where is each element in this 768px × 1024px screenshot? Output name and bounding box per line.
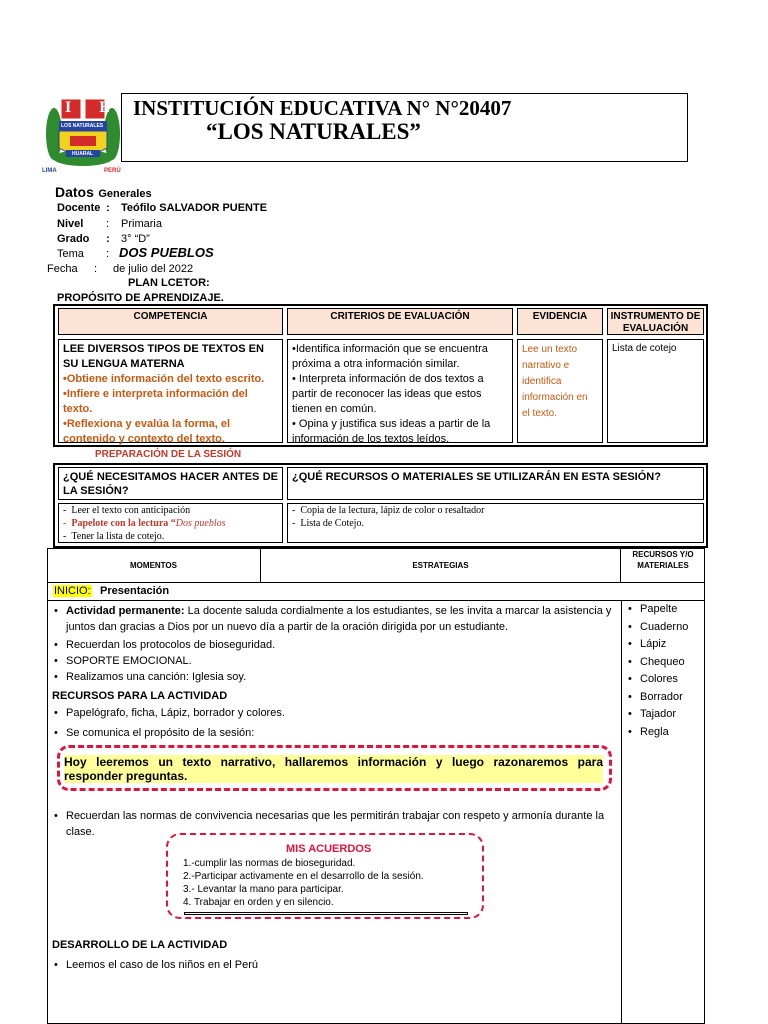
inicio-tag: INICIO: bbox=[54, 585, 91, 597]
instrumento-cell: Lista de cotejo bbox=[607, 339, 704, 443]
nivel-value: Primaria bbox=[121, 218, 162, 230]
th-estrategias-label: ESTRATEGIAS bbox=[412, 561, 469, 570]
logo-letter: I E bbox=[65, 99, 122, 116]
th-momentos bbox=[47, 548, 261, 583]
competencia-cell bbox=[58, 339, 283, 443]
acuerdos-list bbox=[183, 857, 424, 909]
prep-col1-item-3: - Tener la lista de cotejo. bbox=[63, 531, 165, 542]
acuerdo-4: 4. Trabajar en orden y en silencio. bbox=[183, 897, 334, 908]
recurso-item: • Lápiz bbox=[626, 636, 702, 654]
proposito-heading: PROPÓSITO DE APRENDIZAJE. bbox=[57, 292, 224, 304]
recurso-item: • Colores bbox=[626, 671, 702, 689]
desarrollo-text: • Leemos el caso de los niños en el Perú bbox=[52, 957, 618, 973]
recursos-column-divider bbox=[621, 601, 622, 1024]
recurso-item: • Regla bbox=[626, 724, 702, 742]
competencia-item-2: •Infiere e interpreta información del texto. bbox=[63, 388, 248, 415]
th-criterios: CRITERIOS DE EVALUACIÓN bbox=[287, 308, 513, 335]
institution-title: INSTITUCIÓN EDUCATIVA N° N°20407 bbox=[133, 96, 512, 120]
tema-label: Tema bbox=[57, 248, 84, 260]
inicio-item-3: • Realizamos una canción: Iglesia soy. bbox=[52, 669, 618, 685]
recurso-item: • Papelte bbox=[626, 601, 702, 619]
competencia-item-3: •Reflexiona y evalúa la forma, el contenido y contexto del texto. bbox=[63, 418, 231, 445]
th-evidencia: EVIDENCIA bbox=[517, 308, 603, 335]
prep-col2-item-1: - Copia de la lectura, lápiz de color o resaltador bbox=[292, 505, 485, 516]
acuerdos-title: MIS ACUERDOS bbox=[286, 843, 372, 855]
competencia-title: LEE DIVERSOS TIPOS DE TEXTOS EN SU LENGUA MATERNA bbox=[63, 343, 264, 370]
acuerdo-3: 3.- Levantar la mano para participar. bbox=[183, 884, 344, 895]
prep-col2 bbox=[287, 503, 704, 543]
logo-place-text: HUARAL bbox=[72, 151, 94, 157]
th-instrumento: INSTRUMENTO DE EVALUACIÓN bbox=[607, 308, 704, 335]
preparacion-title: PREPARACIÓN DE LA SESIÓN bbox=[95, 449, 242, 460]
recursos-actividad-title: RECURSOS PARA LA ACTIVIDAD bbox=[52, 690, 228, 702]
criterio-3: • Opina y justifica sus ideas a partir de la información de los textos leídos. bbox=[292, 418, 491, 445]
desarrollo-list bbox=[52, 957, 618, 973]
plan-lector: PLAN LCETOR: bbox=[128, 277, 210, 289]
inicio-item-2: • SOPORTE EMOCIONAL. bbox=[52, 653, 618, 669]
prep-col1-item-1: - Leer el texto con anticipación bbox=[63, 505, 191, 516]
nivel-sep: : bbox=[106, 218, 110, 230]
inicio-title: Presentación bbox=[100, 585, 170, 597]
grado-value: 3° “D” bbox=[121, 233, 150, 245]
criterio-1: •Identifica información que se encuentra próxima a otra información similar. bbox=[292, 343, 488, 370]
criterios-cell bbox=[287, 339, 513, 443]
purpose-text: Hoy leeremos un texto narrativo, hallaremos información y luego razonaremos para responder preguntas. bbox=[64, 755, 603, 783]
logo-ribbon-text: LOS NATURALES bbox=[61, 123, 104, 129]
criterio-2: • Interpreta información de dos textos a partir de reconocer las ideas que estos tienen en común. bbox=[292, 373, 484, 415]
prep-col1 bbox=[58, 503, 283, 543]
th-recursos: RECURSOS Y/O MATERIALES bbox=[621, 548, 705, 583]
nivel-label: Nivel bbox=[57, 218, 84, 230]
recursos-ul bbox=[626, 601, 702, 741]
recursos-list bbox=[626, 601, 702, 741]
tema-value: DOS PUEBLOS bbox=[119, 245, 214, 260]
th-estrategias bbox=[261, 548, 621, 583]
recurso-item: • Tajador bbox=[626, 706, 702, 724]
fecha-label: Fecha bbox=[47, 263, 78, 275]
datos-heading bbox=[55, 184, 152, 202]
normas-text: • Recuerdan las normas de convivencia necesarias que les permitirán trabajar con respeto y armonía durante la clase. bbox=[52, 808, 618, 840]
datos-title: Datos bbox=[55, 184, 94, 200]
inicio-list bbox=[52, 603, 618, 685]
prep-q2: ¿QUÉ RECURSOS O MATERIALES SE UTILIZARÁN EN ESTA SESIÓN? bbox=[287, 467, 704, 500]
recursos-item-2: • Se comunica el propósito de la sesión: bbox=[52, 725, 618, 741]
estrategias-body bbox=[52, 603, 618, 741]
inicio-item-1: • Recuerdan los protocolos de bioseguridad. bbox=[52, 637, 618, 653]
fecha-sep: : bbox=[94, 263, 98, 275]
th-competencia: COMPETENCIA bbox=[58, 308, 283, 335]
docente-label: Docente bbox=[57, 202, 101, 214]
docente-sep: : bbox=[106, 202, 110, 214]
recurso-item: • Cuaderno bbox=[626, 619, 702, 637]
prep-col1-item-2: - Papelote con la lectura “Dos pueblos bbox=[63, 518, 226, 529]
recurso-item: • Chequeo bbox=[626, 654, 702, 672]
grado-label: Grado bbox=[57, 233, 90, 245]
desarrollo-item bbox=[52, 957, 618, 973]
recursos-item-1: • Papelógrafo, ficha, Lápiz, borrador y colores. bbox=[52, 705, 618, 721]
acuerdos-underline bbox=[184, 912, 468, 915]
acuerdo-1: 1.-cumplir las normas de bioseguridad. bbox=[183, 858, 356, 869]
acuerdo-2: 2.-Participar activamente en el desarrollo de la sesión. bbox=[183, 871, 424, 882]
recursos-actividad-list bbox=[52, 705, 618, 741]
actividad-permanente: • Actividad permanente: La docente saluda cordialmente a los estudiantes, se les invita a marcar la asistencia y juntos dan gracias a Dios por un nuevo día a partir de la oración dirigida por un estudiante. bbox=[52, 603, 618, 635]
school-logo bbox=[40, 96, 126, 178]
logo-left-text: LIMA bbox=[42, 168, 57, 174]
tema-sep: : bbox=[106, 248, 110, 260]
desarrollo-title: DESARROLLO DE LA ACTIVIDAD bbox=[52, 939, 228, 951]
logo-right-text: PERÚ bbox=[104, 168, 121, 174]
th-momentos-label: MOMENTOS bbox=[130, 561, 177, 570]
grado-sep: : bbox=[106, 233, 110, 245]
datos-subtitle: Generales bbox=[98, 188, 152, 200]
prep-col2-item-2: - Lista de Cotejo. bbox=[292, 518, 364, 529]
competencia-item-1: •Obtiene información del texto escrito. bbox=[63, 373, 265, 385]
school-name: “LOS NATURALES” bbox=[206, 119, 421, 144]
fecha-value: de julio del 2022 bbox=[113, 263, 194, 275]
recurso-item: • Borrador bbox=[626, 689, 702, 707]
evidencia-cell: Lee un texto narrativo e identifica información en el texto. bbox=[517, 339, 603, 443]
docente-value: Teófilo SALVADOR PUENTE bbox=[121, 202, 268, 214]
prep-q1: ¿QUÉ NECESITAMOS HACER ANTES DE LA SESIÓN? bbox=[58, 467, 283, 500]
